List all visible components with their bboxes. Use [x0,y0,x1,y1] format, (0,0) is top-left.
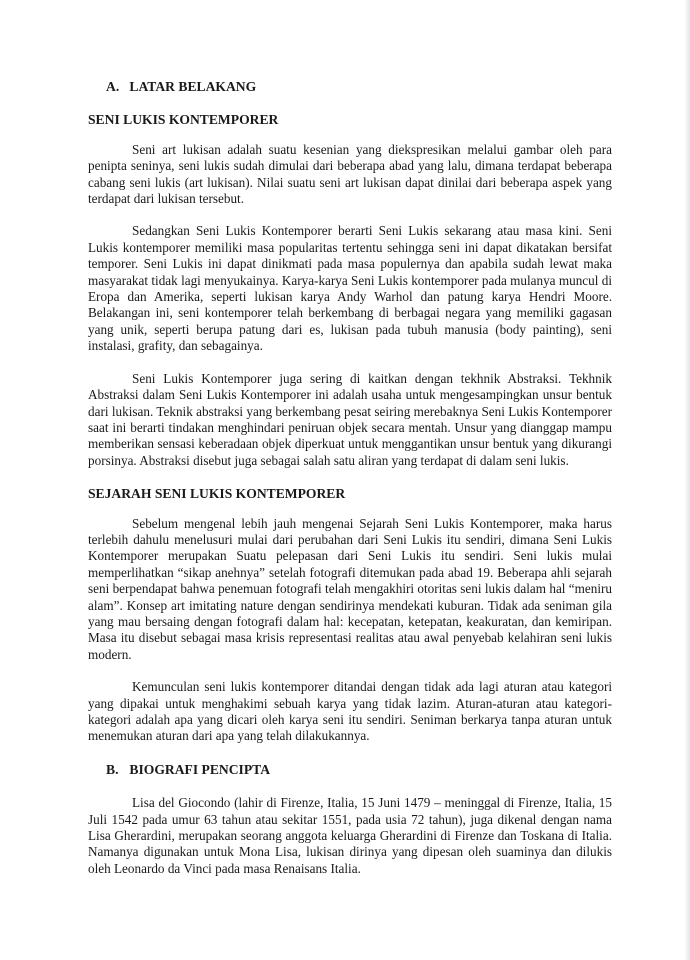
section-heading-a [106,79,612,95]
section-heading-b [106,762,612,778]
paragraph: Seni Lukis Kontemporer juga sering di kaitkan dengan tekhnik Abstraksi. Tekhnik Abstraksi dalam Seni Lukis Kontemporer ini adalah usaha untuk mengesampingkan unsur bentuk dari lukisan. Teknik abstraksi yang berkembang pesat seiring merebaknya Seni Lukis Kontemporer saat ini berarti tindakan menghindari peniruan objek secara mentah. Unsur yang dianggap mampu memberikan sensasi keberadaan objek diperkuat untuk menggantikan unsur bentuk yang dikurangi porsinya. Abstraksi disebut juga sebagai salah satu aliran yang terdapat di dalam seni lukis. [88,370,612,468]
paragraph: Kemunculan seni lukis kontemporer ditandai dengan tidak ada lagi aturan atau kategori yang dipakai untuk menghakimi sebuah karya yang tidak lazim. Aturan-aturan atau kategori-kategori adalah apa yang dicari oleh karya seni itu sendiri. Seniman berkarya tanpa aturan untuk menemukan aturan dari apa yang telah dilakukannya. [88,679,612,744]
section-title: BIOGRAFI PENCIPTA [129,761,271,777]
section-number: A. [106,79,120,94]
paragraph: Lisa del Giocondo (lahir di Firenze, Italia, 15 Juni 1479 – meninggal di Firenze, Italia, 15 Juli 1542 pada umur 63 tahun atau sekitar 1551, pada usia 72 tahun), juga dikenal dengan nama Lisa Gherardini, merupakan seorang anggota keluarga Gherardini di Firenze dan Toskana di Italia. Namanya digunakan untuk Mona Lisa, lukisan dirinya yang dipesan oleh suaminya dan dilukis oleh Leonardo da Vinci pada masa Renaisans Italia. [88,795,612,876]
section-number: B. [106,761,119,777]
page-edge-shadow [684,0,690,960]
paragraph: Seni art lukisan adalah suatu kesenian yang diekspresikan melalui gambar oleh para penipta seninya, seni lukis sudah dimulai dari beberapa abad yang lalu, dimana terdapat beberapa cabang seni lukis (art lukisan). Nilai suatu seni art lukisan dapat dinilai dari beberapa aspek yang terdapat dari lukisan tersebut. [88,141,612,207]
section-title: LATAR BELAKANG [129,79,257,94]
subheading-sejarah: SEJARAH SENI LUKIS KONTEMPORER [88,486,346,502]
paragraph: Sedangkan Seni Lukis Kontemporer berarti Seni Lukis sekarang atau masa kini. Seni Lukis kontemporer memiliki masa popularitas tertentu sehingga seni ini dapat dikatakan bersifat temporer. Seni Lukis ini dapat dinikmati pada masa populernya dan apabila sudah lewat maka masyarakat tidak lagi menyukainya. Karya-karya Seni Lukis kontemporer pada mulanya muncul di Eropa dan Amerika, seperti lukisan karya Andy Warhol dan patung karya Hendri Moore. Belakangan ini, seni kontemporer telah berkembang di berbagai negara yang memiliki gagasan yang unik, seperti berupa patung dari es, lukisan pada tubuh manusia (body painting), seni instalasi, grafity, dan sebagainya. [88,223,612,354]
document-body [88,79,612,893]
subheading-seni-lukis-kontemporer: SENI LUKIS KONTEMPORER [88,112,279,128]
paragraph: Sebelum mengenal lebih jauh mengenai Sejarah Seni Lukis Kontemporer, maka harus terlebih dahulu menelusuri mulai dari perubahan dari Seni Lukis itu sendiri, dimana Seni Lukis Kontemporer merupakan Suatu pelepasan dari Seni Lukis itu sendiri. Seni lukis mulai memperlihatkan “sikap anehnya” setelah fotografi ditemukan pada abad 19. Beberapa ahli sejarah seni berpendapat bahwa penemuan fotografi telah mengakhiri otoritas seni lukis dalam hal “meniru alam”. Konsep art imitating nature dengan sendirinya mendekati kuburan. Tidak ada seniman gila yang mau bersaing dengan fotografi dalam hal: kecepatan, ketepatan, keakuratan, dan kemiripan. Masa itu disebut sebagai masa krisis representasi realitas atau awal penyebab kelahiran seni lukis modern. [88,515,612,662]
